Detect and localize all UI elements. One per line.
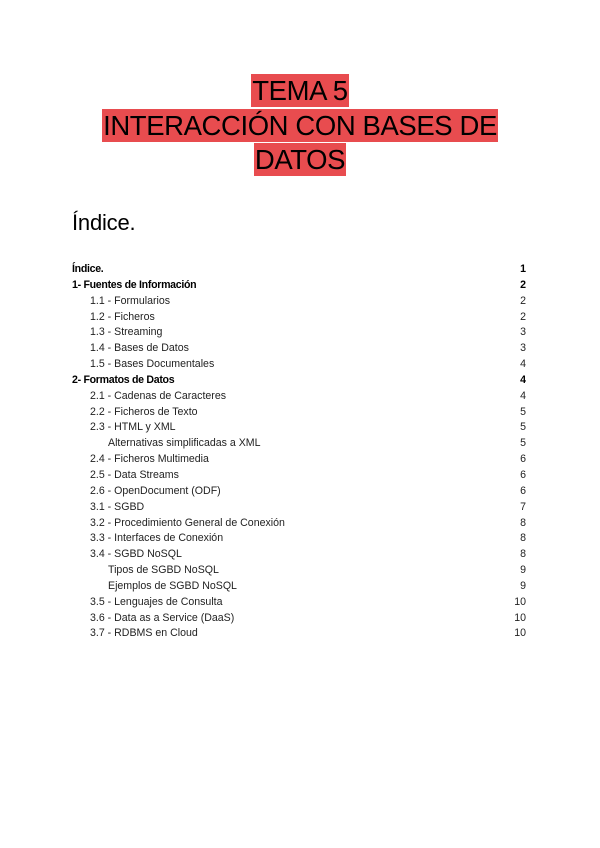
toc-entry-page: 5	[520, 421, 526, 434]
toc-entry-label[interactable]: 2.5 - Data Streams	[90, 468, 179, 481]
toc-entry-page: 5	[520, 405, 526, 418]
toc-entry-page: 6	[520, 468, 526, 481]
toc-entry-page: 8	[520, 516, 526, 529]
toc-entry[interactable]	[0, 436, 600, 452]
toc-entry[interactable]	[0, 595, 600, 611]
toc-entry[interactable]	[0, 516, 600, 532]
toc-entry-label[interactable]: 3.7 - RDBMS en Cloud	[90, 627, 198, 640]
toc-entry-label[interactable]: 2.2 - Ficheros de Texto	[90, 405, 198, 418]
title-line-text: TEMA 5	[252, 75, 348, 106]
toc-entry-page: 5	[520, 437, 526, 450]
title-line-text: DATOS	[254, 144, 346, 175]
toc-entry-label[interactable]: 2- Formatos de Datos	[72, 373, 175, 386]
toc-entry-label[interactable]: Ejemplos de SGBD NoSQL	[108, 579, 237, 592]
toc-entry-label[interactable]: 1.3 - Streaming	[90, 326, 163, 339]
toc-entry[interactable]	[0, 452, 600, 468]
toc-entry[interactable]	[0, 420, 600, 436]
toc-entry-page: 6	[520, 453, 526, 466]
toc-entry-label[interactable]: 2.3 - HTML y XML	[90, 421, 176, 434]
toc-entry-page: 3	[520, 342, 526, 355]
toc-entry-page: 9	[520, 564, 526, 577]
toc-entry-page: 2	[520, 310, 526, 323]
toc-entry[interactable]	[0, 579, 600, 595]
toc-entry[interactable]	[0, 389, 600, 405]
toc-entry-page: 4	[520, 373, 526, 386]
toc-entry-page: 8	[520, 532, 526, 545]
toc-entry-page: 4	[520, 389, 526, 402]
toc-entry[interactable]	[0, 500, 600, 516]
toc-entry-page: 3	[520, 326, 526, 339]
toc-entry-label[interactable]: 1- Fuentes de Información	[72, 278, 197, 291]
document-title	[0, 74, 600, 178]
toc-entry-page: 4	[520, 358, 526, 371]
toc-entry[interactable]	[0, 563, 600, 579]
toc-entry[interactable]	[0, 626, 600, 642]
title-line	[0, 109, 600, 144]
toc-entry-label[interactable]: Tipos de SGBD NoSQL	[108, 564, 219, 577]
toc-entry[interactable]	[0, 484, 600, 500]
toc-entry[interactable]	[0, 341, 600, 357]
toc-entry-page: 6	[520, 484, 526, 497]
title-line	[0, 143, 600, 178]
toc-entry-label[interactable]: 1.1 - Formularios	[90, 294, 171, 307]
index-heading: Índice.	[72, 210, 136, 235]
table-of-contents	[0, 262, 600, 642]
toc-entry-page: 10	[514, 611, 526, 624]
toc-entry-label[interactable]: 2.6 - OpenDocument (ODF)	[90, 484, 221, 497]
toc-entry-page: 10	[514, 595, 526, 608]
toc-entry-label[interactable]: 2.4 - Ficheros Multimedia	[90, 453, 209, 466]
toc-entry-label[interactable]: 1.4 - Bases de Datos	[90, 342, 189, 355]
toc-entry[interactable]	[0, 310, 600, 326]
toc-entry-label[interactable]: 1.5 - Bases Documentales	[90, 358, 215, 371]
toc-entry[interactable]	[0, 373, 600, 389]
toc-entry-label[interactable]: 3.4 - SGBD NoSQL	[90, 548, 182, 561]
toc-entry-label[interactable]: 3.5 - Lenguajes de Consulta	[90, 595, 223, 608]
toc-entry-label[interactable]: 2.1 - Cadenas de Caracteres	[90, 389, 227, 402]
title-line-text: INTERACCIÓN CON BASES DE	[103, 109, 497, 141]
toc-entry[interactable]	[0, 547, 600, 563]
toc-entry[interactable]	[0, 531, 600, 547]
toc-entry[interactable]	[0, 325, 600, 341]
toc-entry-page: 2	[520, 294, 526, 307]
toc-entry-page: 7	[520, 500, 526, 513]
toc-entry[interactable]	[0, 357, 600, 373]
toc-entry-page: 1	[520, 263, 526, 275]
toc-entry-page: 10	[514, 627, 526, 640]
toc-entry-page: 9	[520, 579, 526, 592]
toc-entry-label[interactable]: Alternativas simplificadas a XML	[108, 437, 261, 450]
toc-entry[interactable]	[0, 468, 600, 484]
toc-entry[interactable]	[0, 611, 600, 627]
toc-entry[interactable]	[0, 405, 600, 421]
title-line	[0, 74, 600, 109]
toc-entry[interactable]	[0, 262, 600, 278]
toc-entry-page: 2	[520, 278, 526, 291]
toc-entry[interactable]	[0, 294, 600, 310]
toc-entry-page: 8	[520, 548, 526, 561]
toc-entry-label[interactable]: 3.3 - Interfaces de Conexión	[90, 532, 224, 545]
toc-entry-label[interactable]: 1.2 - Ficheros	[90, 310, 155, 323]
toc-entry-label[interactable]: Índice.	[72, 263, 104, 275]
toc-entry[interactable]	[0, 278, 600, 294]
toc-entry-label[interactable]: 3.6 - Data as a Service (DaaS)	[90, 611, 235, 624]
toc-entry-label[interactable]: 3.1 - SGBD	[90, 500, 145, 513]
toc-entry-label[interactable]: 3.2 - Procedimiento General de Conexión	[90, 516, 285, 529]
